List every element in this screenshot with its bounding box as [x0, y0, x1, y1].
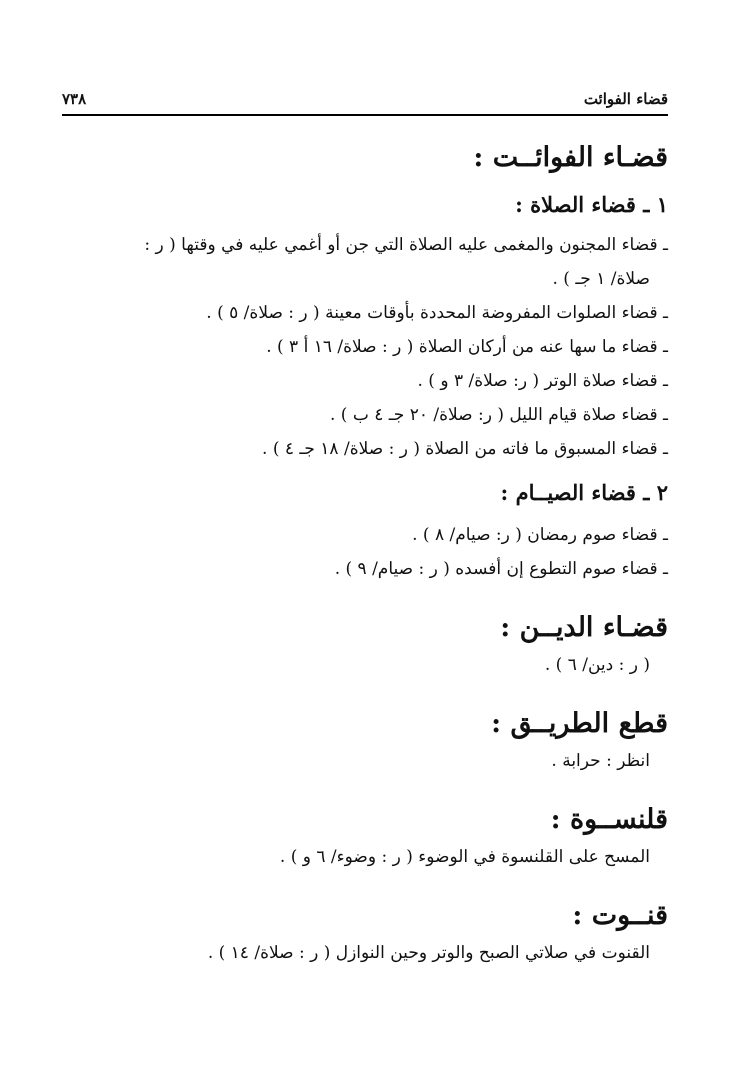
cross-reference: انظر : حرابة . [551, 751, 650, 771]
entry-text: القنوت في صلاتي الصبح والوتر وحين النوازل ( ر : صلاة/ ١٤ ) . [207, 943, 650, 963]
list-item: ـ قضاء المجنون والمغمى عليه الصلاة التي جن أو أغمي عليه في وقتها ( ر : [144, 235, 668, 255]
entry-text: المسح على القلنسوة في الوضوء ( ر : وضوء/ ٦ و ) . [279, 847, 650, 867]
entry-heading-qalansuwa: قلنســوة : [550, 804, 668, 835]
page-body [62, 138, 668, 970]
entry-heading-qada-dayn: قضـاء الديــن : [500, 612, 668, 643]
running-title: قضاء الفوائت [583, 90, 668, 108]
entry-heading-qat-tariq: قطع الطريــق : [491, 708, 668, 739]
cross-reference: ( ر : دين/ ٦ ) . [544, 655, 650, 675]
entry-heading-qada-fawait: قضـاء الفوائــت : [473, 142, 668, 173]
subheading-qada-salat: ١ ـ قضاء الصلاة : [515, 192, 668, 217]
list-item: ـ قضاء ما سها عنه من أركان الصلاة ( ر : صلاة/ ١٦ أ ٣ ) . [266, 337, 668, 357]
list-item: ـ قضاء المسبوق ما فاته من الصلاة ( ر : صلاة/ ١٨ جـ ٤ ) . [262, 439, 668, 459]
list-item: ـ قضاء صوم التطوع إن أفسده ( ر : صيام/ ٩ ) . [334, 559, 668, 579]
running-header [62, 88, 668, 116]
entry-heading-qunut: قنــوت : [572, 900, 668, 931]
list-item: ـ قضاء صلاة الوتر ( ر: صلاة/ ٣ و ) . [417, 371, 668, 391]
page-number: ٧٣٨ [62, 90, 87, 108]
subheading-qada-siyam: ٢ ـ قضاء الصيــام : [500, 480, 668, 505]
list-item: ـ قضاء الصلوات المفروضة المحددة بأوقات معينة ( ر : صلاة/ ٥ ) . [206, 303, 668, 323]
list-item: ـ قضاء صوم رمضان ( ر: صيام/ ٨ ) . [412, 525, 668, 545]
list-item: ـ قضاء صلاة قيام الليل ( ر: صلاة/ ٢٠ جـ ٤ ب ) . [330, 405, 668, 425]
list-item-continuation: صلاة/ ١ جـ ) . [552, 269, 650, 289]
